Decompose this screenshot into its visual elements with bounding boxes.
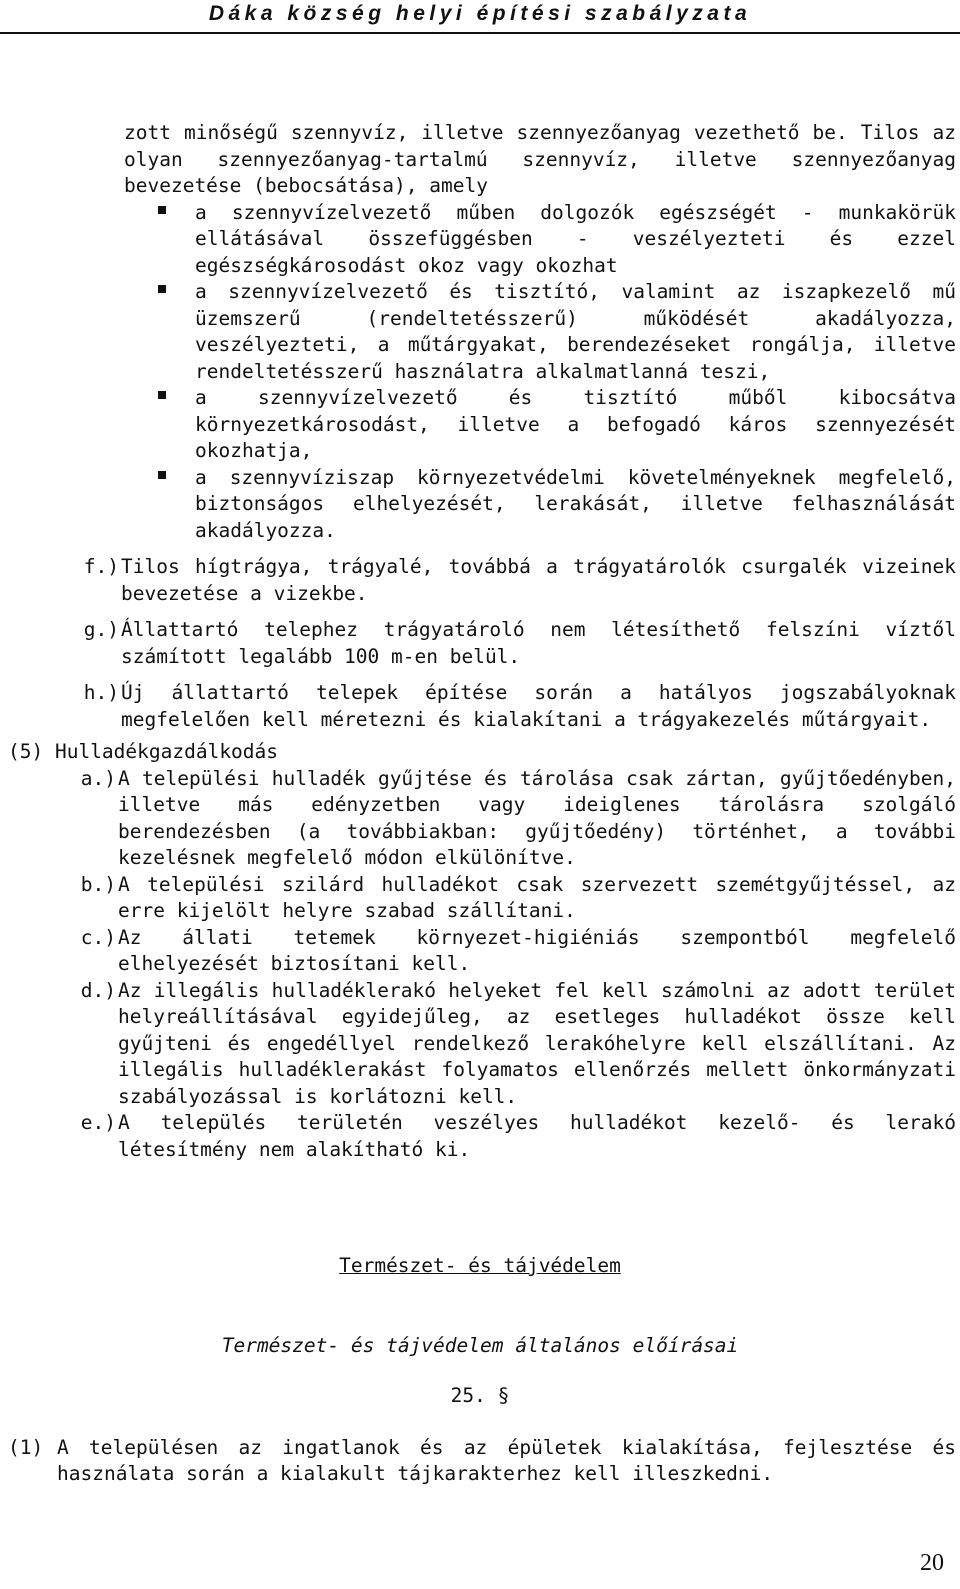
item-text: A település területén veszélyes hulladékot kezelő- és lerakó létesítmény nem alakítható ki. — [118, 1111, 956, 1161]
item-label: f.) — [83, 555, 119, 578]
list-item-c — [0, 925, 956, 978]
list-item-a — [0, 766, 956, 872]
item-text: Az illegális hulladéklerakó helyeket fel kell számolni az adott terület helyreállításával egyidejűleg, az esetleges hulladékot össze kell gyűjteni és engedéllyel rendelkező lerakóhelyre kell elszállítani. Az illegális hulladéklerakást folyamatos ellenőrzés mellett önkormányzati szabályozással is korlátozni kell. — [118, 978, 956, 1108]
list-item-f — [0, 554, 956, 607]
item-text: Új állattartó telepek építése során a hatályos jogszabályoknak megfelelően kell méretezni és kialakítani a trágyakezelés műtárgyait. — [121, 681, 956, 731]
item-text: Tilos hígtrágya, trágyalé, továbbá a trágyatárolók csurgalék vizeinek bevezetése a vizekbe. — [121, 555, 956, 605]
square-bullet-icon — [158, 206, 166, 214]
list-item-h — [0, 680, 956, 733]
item-text: A települési hulladék gyűjtése és tárolása csak zártan, gyűjtőedényben, illetve más edényzetben vagy ideiglenes tárolásra szolgáló berendezésben (a továbbiakban: gyűjtőedény) történhet, a további kezelésnek megfelelő módon elkülönítve. — [118, 766, 956, 869]
document-body — [0, 120, 960, 1488]
square-bullet-icon — [158, 391, 166, 399]
list-item-g — [0, 617, 956, 670]
header-rule — [0, 32, 960, 34]
page-number: 20 — [920, 1550, 944, 1576]
chapter-heading — [0, 1253, 960, 1280]
bullet-item — [195, 200, 956, 280]
item-label: a.) — [80, 766, 116, 790]
square-bullet-icon — [158, 471, 166, 479]
item-text: A települési szilárd hulladékot csak szervezett szemétgyűjtéssel, az erre kijelölt helyre szabad szállítani. — [118, 872, 956, 922]
list-item-d — [0, 978, 956, 1111]
item-label: d.) — [80, 978, 116, 1002]
bullet-item — [195, 465, 956, 545]
item-label: c.) — [80, 925, 116, 949]
bullet-item — [195, 385, 956, 465]
square-bullet-icon — [158, 285, 166, 293]
chapter-title: Természet- és tájvédelem — [339, 1254, 621, 1277]
bullet-item — [195, 279, 956, 385]
item-text: Az állati tetemek környezet-higiéniás szempontból megfelelő elhelyezését biztosítani kell. — [118, 925, 956, 975]
list-item-e — [0, 1110, 956, 1163]
item-label: b.) — [80, 872, 116, 896]
paragraph-text: A településen az ingatlanok és az épületek kialakítása, fejlesztése és használata során a kialakult tájkarakterhez kell illeszkedni. — [57, 1435, 956, 1485]
paragraph-1 — [0, 1435, 956, 1488]
paragraph-number: 25. § — [450, 1384, 510, 1407]
item-label: g.) — [83, 618, 119, 641]
bullet-text: a szennyvízelvezető és tisztító, valamint az iszapkezelő mű üzemszerű (rendeltetésszerű) működését akadályozza, veszélyezteti, a műtárgyakat, berendezéseket rongálja, illetve rendeltetésszerű használatra alkalmatlanná teszi, — [195, 280, 956, 383]
bullet-text: a szennyvízelvezető műben dolgozók egészségét - munkakörük ellátásával összefüggésben - veszélyezteti és ezzel egészségkárosodást okoz vagy okozhat — [195, 200, 956, 277]
section-title: (5) Hulladékgazdálkodás — [8, 740, 279, 763]
item-label: h.) — [83, 681, 119, 704]
intro-paragraph: zott minőségű szennyvíz, illetve szennyezőanyag vezethető be. Tilos az olyan szennyezőanyag-tartalmú szennyvíz, illetve szennyezőanyag bevezetése (bebocsátása), amely — [124, 121, 956, 197]
paragraph-label: (1) — [8, 1435, 44, 1459]
subchapter-title: Természet- és tájvédelem általános előírásai — [221, 1333, 739, 1357]
page-header-title: Dáka község helyi építési szabályzata — [208, 2, 752, 25]
item-label: e.) — [80, 1111, 116, 1134]
item-text: Állattartó telephez trágyatároló nem létesíthető felszíni víztől számított legalább 100 m-en belül. — [121, 618, 956, 668]
bullet-text: a szennyvízelvezető és tisztító műből kibocsátva környezetkárosodást, illetve a befogadó káros szennyezését okozhatja, — [195, 386, 956, 462]
list-item-b — [0, 872, 956, 925]
bullet-text: a szennyvíziszap környezetvédelmi követelményeknek megfelelő, biztonságos elhelyezését, lerakását, illetve felhasználását akadályozza. — [195, 465, 956, 542]
